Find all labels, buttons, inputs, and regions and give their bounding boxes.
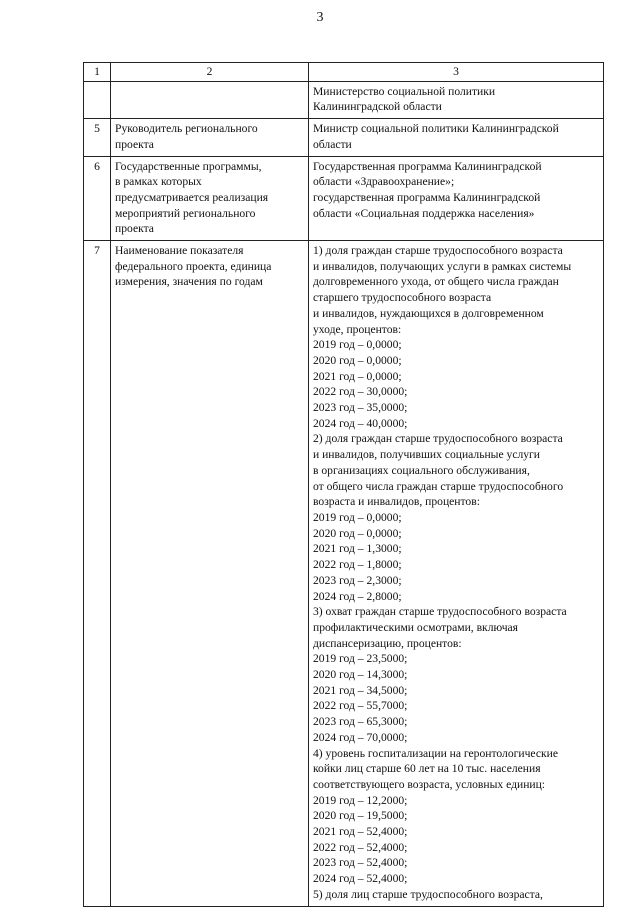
value-line: возраста и инвалидов, процентов: — [313, 495, 480, 509]
value-line: профилактическими осмотрами, включая — [313, 620, 519, 634]
value-line: в организациях социального обслуживания, — [313, 463, 530, 477]
value-line: 2023 год – 35,0000; — [313, 401, 408, 415]
row-value — [309, 119, 604, 156]
label-line: Руководитель регионального — [115, 122, 258, 136]
row-label — [111, 81, 309, 118]
row-number — [84, 81, 111, 118]
header-col-2: 2 — [111, 63, 309, 82]
value-line: 2019 год – 12,2000; — [313, 793, 408, 807]
value-line: 2024 год – 70,0000; — [313, 730, 408, 744]
value-line: государственная программа Калининградской — [313, 190, 541, 204]
label-line: проекта — [115, 222, 154, 236]
value-line: Государственная программа Калининградской — [313, 159, 542, 173]
value-line: 4) уровень госпитализации на геронтологические — [313, 746, 558, 760]
label-line: Государственные программы, — [115, 159, 262, 173]
value-line: 2023 год – 2,3000; — [313, 573, 402, 587]
value-line: 2022 год – 55,7000; — [313, 699, 408, 713]
value-line: области — [313, 137, 352, 151]
value-line: 2023 год – 52,4000; — [313, 856, 408, 870]
table-row — [84, 119, 604, 156]
value-line: 2020 год – 19,5000; — [313, 809, 408, 823]
row-label — [111, 241, 309, 907]
label-line: Наименование показателя — [115, 244, 244, 258]
value-line: и инвалидов, получивших социальные услуги — [313, 448, 541, 462]
header-col-1: 1 — [84, 63, 111, 82]
value-line: Калининградской области — [313, 100, 442, 114]
value-line: 2023 год – 65,3000; — [313, 715, 408, 729]
row-number: 5 — [84, 119, 111, 156]
value-line: долговременного ухода, от общего числа граждан — [313, 275, 559, 289]
value-line: 2) доля граждан старше трудоспособного возраста — [313, 432, 563, 446]
row-label — [111, 156, 309, 241]
value-line: 2021 год – 1,3000; — [313, 542, 402, 556]
table-row — [84, 241, 604, 907]
value-line: области «Здравоохранение»; — [313, 175, 455, 189]
row-value — [309, 241, 604, 907]
value-line: 2020 год – 0,0000; — [313, 353, 402, 367]
value-line: 5) доля лиц старше трудоспособного возраста, — [313, 887, 543, 901]
table-header-row — [84, 63, 604, 82]
label-line: предусматривается реализация — [115, 190, 269, 204]
value-line: уходе, процентов: — [313, 322, 402, 336]
value-line: 2022 год – 30,0000; — [313, 385, 408, 399]
value-line: 2020 год – 14,3000; — [313, 668, 408, 682]
value-line: области «Социальная поддержка населения» — [313, 206, 535, 220]
label-line: федерального проекта, единица — [115, 259, 272, 273]
table-row — [84, 81, 604, 118]
page-number: 3 — [316, 10, 324, 25]
value-line: 2021 год – 52,4000; — [313, 825, 408, 839]
value-line: 2019 год – 0,0000; — [313, 338, 402, 352]
value-line: 1) доля граждан старше трудоспособного возраста — [313, 244, 563, 258]
project-passport-table — [83, 62, 604, 907]
value-line: диспансеризацию, процентов: — [313, 636, 462, 650]
row-number: 7 — [84, 241, 111, 907]
value-line: соответствующего возраста, условных единиц: — [313, 777, 546, 791]
value-line: Министерство социальной политики — [313, 84, 496, 98]
table-row — [84, 156, 604, 241]
label-line: измерения, значения по годам — [115, 275, 263, 289]
value-line: 2019 год – 23,5000; — [313, 652, 408, 666]
value-line: 2024 год – 40,0000; — [313, 416, 408, 430]
value-line: 2022 год – 52,4000; — [313, 840, 408, 854]
value-line: и инвалидов, нуждающихся в долговременном — [313, 306, 544, 320]
value-line: от общего числа граждан старше трудоспособного — [313, 479, 564, 493]
value-line: и инвалидов, получающих услуги в рамках системы — [313, 259, 572, 273]
label-line: мероприятий регионального — [115, 206, 256, 220]
label-line: в рамках которых — [115, 175, 202, 189]
value-line: 2020 год – 0,0000; — [313, 526, 402, 540]
value-line: 2024 год – 52,4000; — [313, 872, 408, 886]
row-number: 6 — [84, 156, 111, 241]
row-label — [111, 119, 309, 156]
value-line: койки лиц старше 60 лет на 10 тыс. населения — [313, 762, 541, 776]
row-value — [309, 156, 604, 241]
value-line: 2024 год – 2,8000; — [313, 589, 402, 603]
value-line: 2019 год – 0,0000; — [313, 510, 402, 524]
value-line: 2021 год – 34,5000; — [313, 683, 408, 697]
value-line: Министр социальной политики Калининградской — [313, 122, 559, 136]
value-line: 3) охват граждан старше трудоспособного возраста — [313, 605, 567, 619]
header-col-3: 3 — [309, 63, 604, 82]
value-line: старшего трудоспособного возраста — [313, 291, 492, 305]
row-value — [309, 81, 604, 118]
value-line: 2022 год – 1,8000; — [313, 558, 402, 572]
label-line: проекта — [115, 137, 154, 151]
value-line: 2021 год – 0,0000; — [313, 369, 402, 383]
